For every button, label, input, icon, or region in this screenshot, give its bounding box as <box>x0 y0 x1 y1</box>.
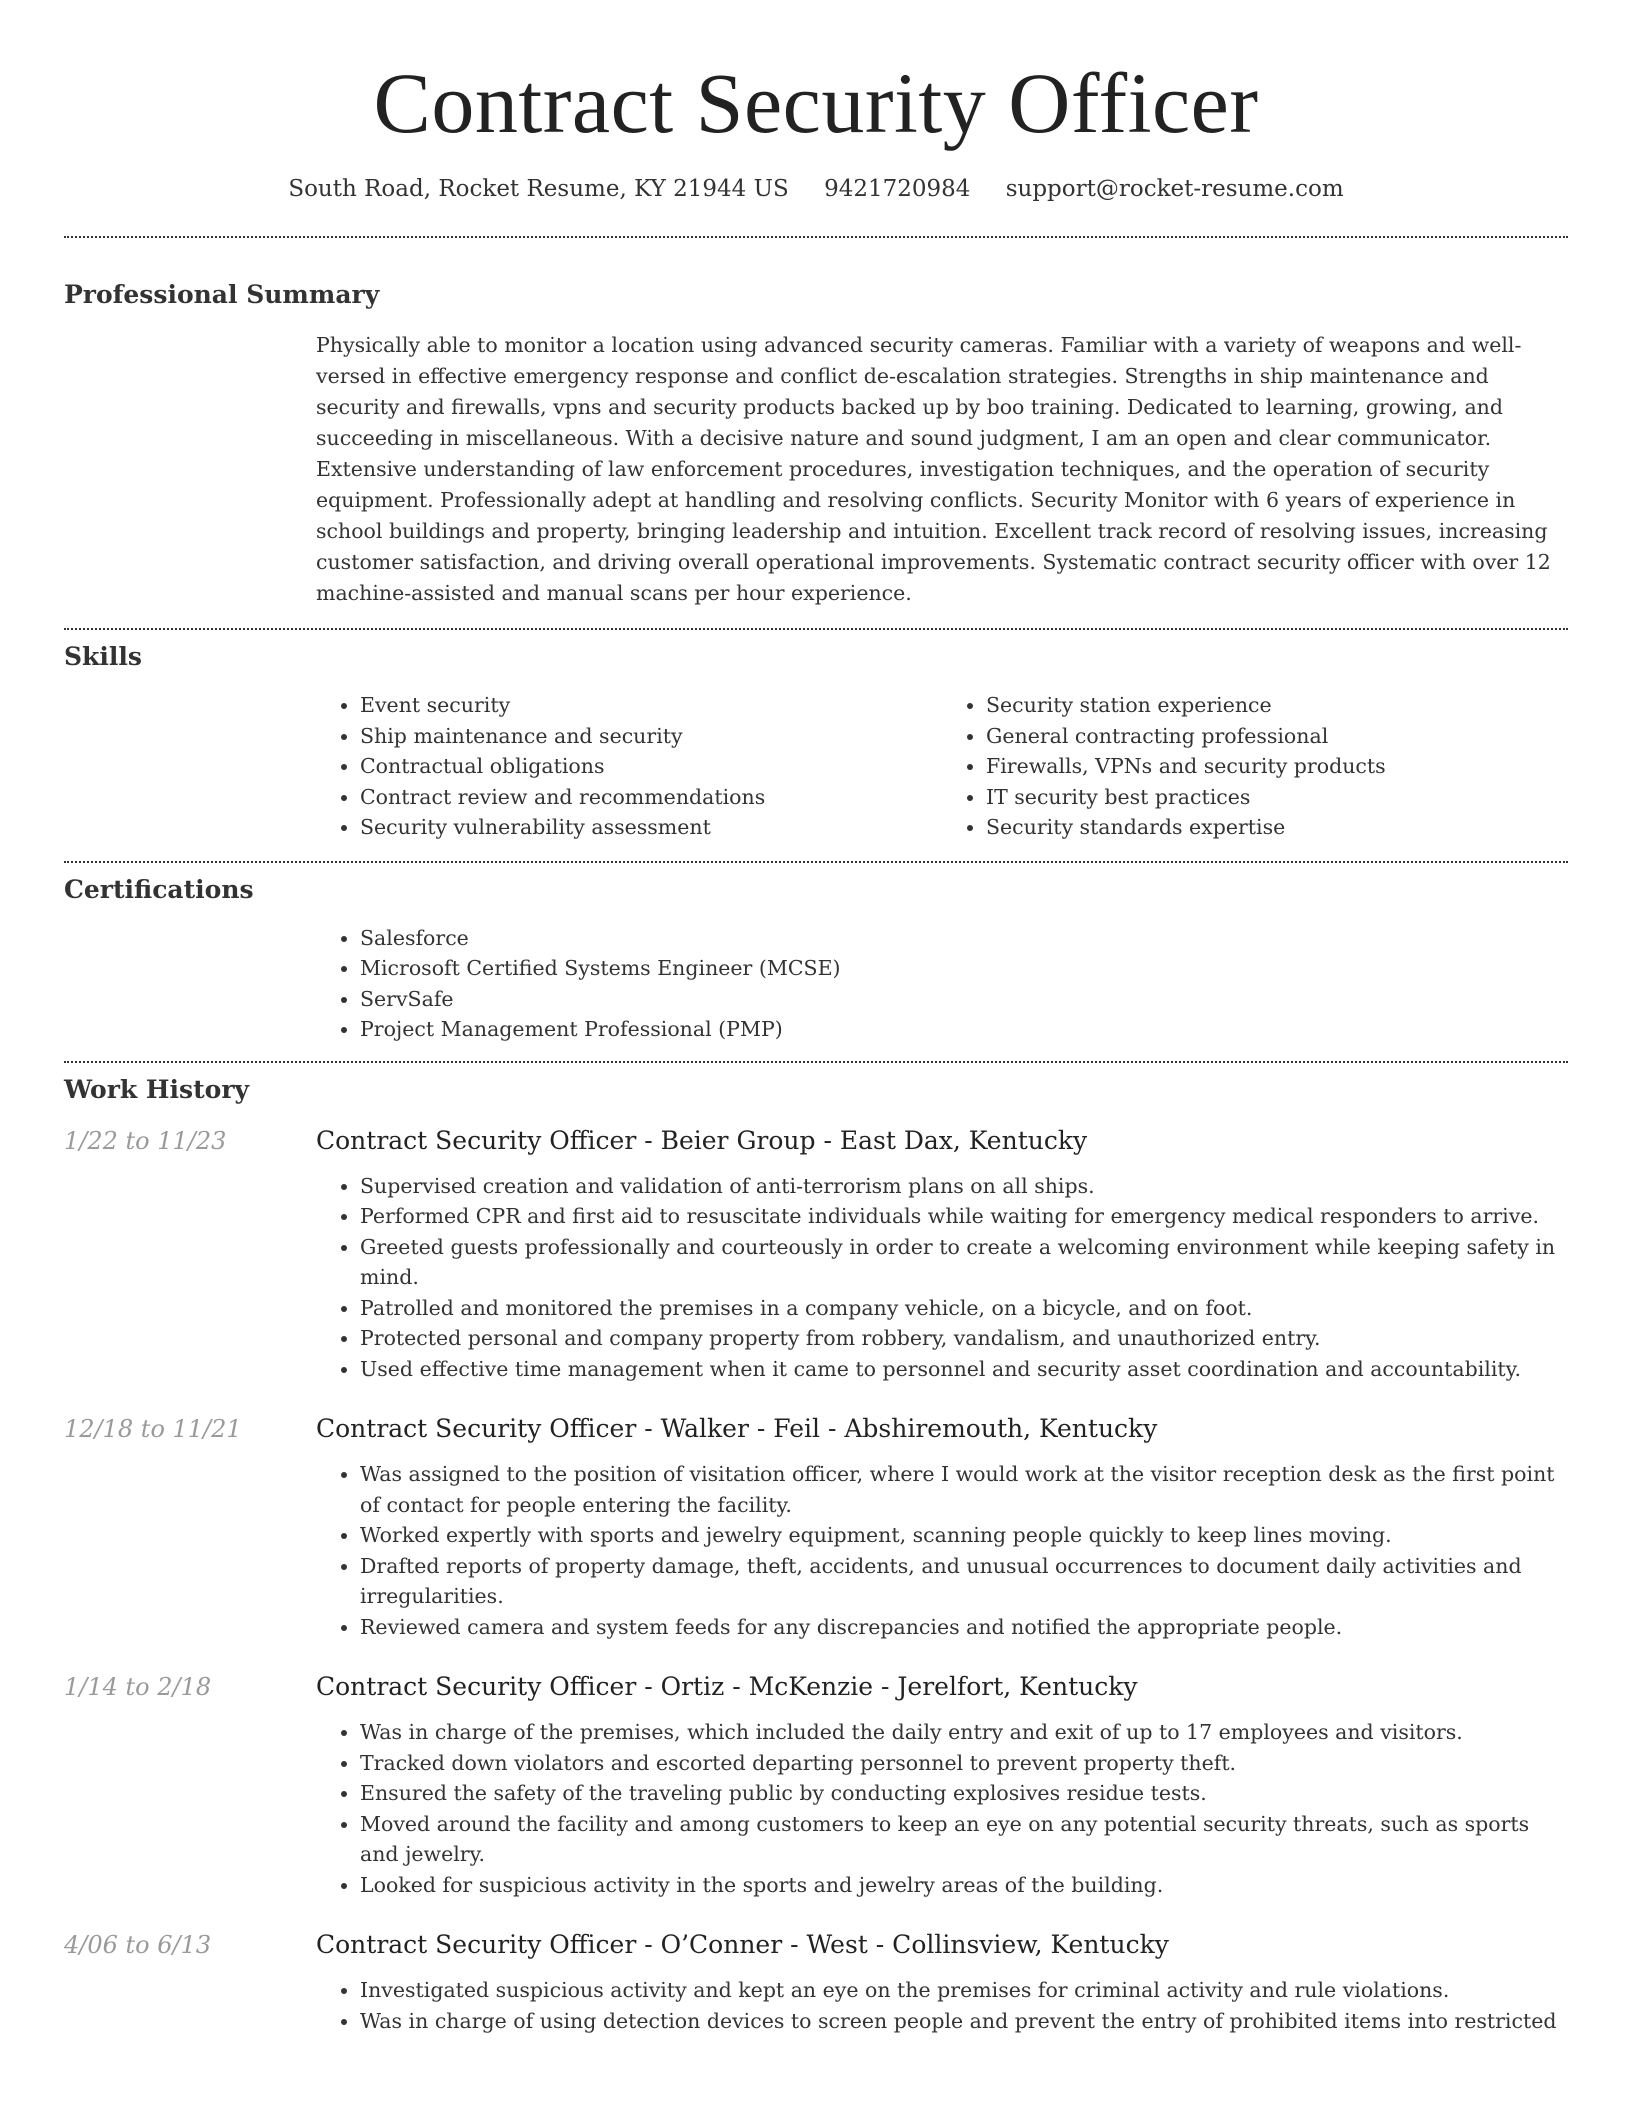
section-title-skills: Skills <box>64 642 142 671</box>
certification-item: • ServSafe <box>360 984 1568 1015</box>
job-header <box>64 1126 1568 1155</box>
skill-item: • Event security <box>360 690 942 721</box>
skill-item: • Security vulnerability assessment <box>360 812 942 843</box>
job-bullet: • Ensured the safety of the traveling public by conducting explosives residue tests. <box>360 1778 1568 1809</box>
summary-text: Physically able to monitor a location using advanced security cameras. Familiar with a variety of weapons and well-versed in effective emergency response and conflict de-escalation strategies. Strengths in ship maintenance and security and firewalls, vpns and security products backed up by boo training. Dedicated to learning, growing, and succeeding in miscellaneous. With a decisive nature and sound judgment, I am an open and clear communicator. Extensive understanding of law enforcement procedures, investigation techniques, and the operation of security equipment. Professionally adept at handling and resolving conflicts. Security Monitor with 6 years of experience in school buildings and property, bringing leadership and intuition. Excellent track record of resolving issues, increasing customer satisfaction, and driving overall operational improvements. Systematic contract security officer with over 12 machine-assisted and manual scans per hour experience. <box>316 333 1551 605</box>
job-bullet: • Tracked down violators and escorted departing personnel to prevent property theft. <box>360 1748 1568 1779</box>
work-history-section <box>64 1063 1568 2037</box>
job-dates: 12/18 to 11/21 <box>64 1415 242 1443</box>
skills-section <box>64 630 1568 843</box>
certification-item: • Salesforce <box>360 923 1568 954</box>
skill-item: • Ship maintenance and security <box>360 721 942 752</box>
job-bullet: • Patrolled and monitored the premises in a company vehicle, on a bicycle, and on foot. <box>360 1293 1568 1324</box>
certifications-list <box>316 923 1568 1045</box>
section-title-certifications: Certifications <box>64 874 254 904</box>
job-header <box>64 1930 1568 1959</box>
job-bullet: • Investigated suspicious activity and kept an eye on the premises for criminal activity and rule violations. <box>360 1975 1568 2006</box>
job-title: Contract Security Officer - O’Conner - West - Collinsview, Kentucky <box>316 1930 1169 1959</box>
job-bullet: • Looked for suspicious activity in the sports and jewelry areas of the building. <box>360 1870 1568 1901</box>
job-bullets <box>316 1459 1568 1642</box>
job-bullet: • Drafted reports of property damage, theft, accidents, and unusual occurrences to document daily activities and irregularities. <box>360 1551 1568 1612</box>
job-header <box>64 1672 1568 1701</box>
job-entry <box>64 1126 1568 1385</box>
job-dates: 4/06 to 6/13 <box>64 1931 212 1959</box>
skill-item: • Contract review and recommendations <box>360 782 942 813</box>
job-bullets <box>316 1171 1568 1385</box>
job-title: Contract Security Officer - Beier Group - East Dax, Kentucky <box>316 1125 1088 1155</box>
certification-item: • Microsoft Certified Systems Engineer (MCSE) <box>360 953 1568 984</box>
resume-name: Contract Security Officer <box>373 55 1259 151</box>
skill-item: • Security station experience <box>986 690 1568 721</box>
job-header <box>64 1414 1568 1443</box>
job-entry <box>64 1930 1568 2036</box>
job-bullet: • Moved around the facility and among customers to keep an eye on any potential security threats, such as sports and jewelry. <box>360 1809 1568 1870</box>
job-bullet: • Protected personal and company property from robbery, vandalism, and unauthorized entry. <box>360 1323 1568 1354</box>
skill-item: • Firewalls, VPNs and security products <box>986 751 1568 782</box>
skills-columns <box>316 690 1568 843</box>
job-dates: 1/22 to 11/23 <box>64 1126 227 1155</box>
job-bullet: • Was in charge of using detection devices to screen people and prevent the entry of prohibited items into restricted <box>360 2006 1568 2037</box>
skills-list-right <box>942 690 1568 843</box>
contact-email: support@rocket-resume.com <box>1005 176 1344 202</box>
skill-item: • IT security best practices <box>986 782 1568 813</box>
contact-address: South Road, Rocket Resume, KY 21944 US <box>288 176 789 202</box>
job-bullet: • Used effective time management when it came to personnel and security asset coordination and accountability. <box>360 1354 1568 1385</box>
skills-list-left <box>316 690 942 843</box>
contact-line <box>64 176 1568 202</box>
job-bullet: • Was in charge of the premises, which included the daily entry and exit of up to 17 employees and visitors. <box>360 1717 1568 1748</box>
skill-item: • General contracting professional <box>986 721 1568 752</box>
job-bullet: • Worked expertly with sports and jewelry equipment, scanning people quickly to keep lines moving. <box>360 1520 1568 1551</box>
job-entry <box>64 1414 1568 1642</box>
job-title: Contract Security Officer - Walker - Feil - Abshiremouth, Kentucky <box>316 1414 1158 1443</box>
job-bullet: • Greeted guests professionally and courteously in order to create a welcoming environment while keeping safety in mind. <box>360 1232 1568 1293</box>
summary-section <box>64 238 1568 609</box>
section-title-summary: Professional Summary <box>64 280 380 309</box>
skill-item: • Contractual obligations <box>360 751 942 782</box>
job-title: Contract Security Officer - Ortiz - McKenzie - Jerelfort, Kentucky <box>316 1672 1138 1701</box>
resume-page <box>64 0 1568 2036</box>
skill-item: • Security standards expertise <box>986 812 1568 843</box>
contact-phone: 9421720984 <box>824 176 971 202</box>
job-entry <box>64 1672 1568 1900</box>
section-title-work-history: Work History <box>64 1074 250 1104</box>
job-bullet: • Was assigned to the position of visitation officer, where I would work at the visitor reception desk as the first point of contact for people entering the facility. <box>360 1459 1568 1520</box>
job-bullet: • Supervised creation and validation of anti-terrorism plans on all ships. <box>360 1171 1568 1202</box>
job-bullet: • Reviewed camera and system feeds for any discrepancies and notified the appropriate people. <box>360 1612 1568 1643</box>
job-bullets <box>316 1975 1568 2036</box>
job-bullet: • Performed CPR and first aid to resuscitate individuals while waiting for emergency medical responders to arrive. <box>360 1201 1568 1232</box>
job-dates: 1/14 to 2/18 <box>64 1673 212 1701</box>
job-bullets <box>316 1717 1568 1900</box>
certifications-section <box>64 863 1568 1045</box>
certification-item: • Project Management Professional (PMP) <box>360 1014 1568 1045</box>
